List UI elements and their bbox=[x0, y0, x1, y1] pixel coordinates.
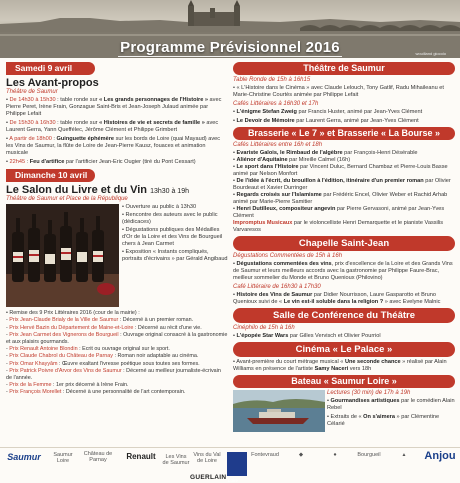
day-header-saturday: Samedi 9 avril bbox=[6, 62, 95, 75]
event-item: • De 14h30 à 15h30 : table ronde sur « Les grands personnages de l'Histoire » avec Pierre Peret, Irène Frain, Gonzague Saint-Bris et Jean-Joseph Julaud animée par Philippe Lefait bbox=[6, 97, 228, 118]
saumur-loire-logo: Saumur Loire bbox=[53, 452, 73, 464]
prix-item: - Prix Hervé Bazin du Département de Maine-et-Loire : Décerné au récit d'une vie. bbox=[6, 324, 202, 331]
prix-item: - Prix François Morellet : Décerné à une personnalité de l'art contemporain. bbox=[6, 389, 186, 396]
event-item: • Le sport dans l'Histoire par Vincent Duluc, Bernard Chambaz et Pierre-Louis Basse animé par Nelson Monfort bbox=[233, 164, 455, 178]
venue-header-bateau: Bateau « Saumur Loire » bbox=[233, 375, 455, 388]
prix-item: - Prix Claude Chabrol du Château de Parnay : Roman noir adaptable au cinéma. bbox=[6, 353, 199, 360]
impromptus-item: Impromptus Musicaux par le violoncelliste Henri Demarquette et le pianiste Vassilis Varvaresos bbox=[233, 220, 444, 233]
event-item: • A partir de 18h00 : Guinguette éphémère sur les bords de Loire (quai Mayaud) avec les Vins de Saumur, la flûte de Loire de Jean-Pierre Kausz, fouaces et animation musicale bbox=[6, 136, 228, 157]
venue-header-brasserie: Brasserie « Le 7 » et Brasserie « La Bourse » bbox=[233, 127, 455, 140]
prix-intro: • Remise des 9 Prix Littéraires 2016 (cour de la mairie) : bbox=[6, 310, 228, 316]
day-header-sunday: Dimanche 10 avril bbox=[6, 169, 95, 182]
session-label: Lectures (30 min) de 17h à 19h bbox=[327, 390, 411, 396]
chateau-de-parnay-logo: Château de Parnay bbox=[83, 451, 113, 463]
event-item: • Henri Dutilleux, compositeur angevin par Pierre Gervasoni, animé par Jean-Yves Clément bbox=[233, 206, 455, 220]
salon-highlight: • Dégustations publiques des Médailles d'Or de la Loire et des Vins de Bourgueil chers à Jean Carmet bbox=[122, 227, 228, 248]
event-item: • Histoire des Vins de Saumur par Didier Nourrisson, Laure Gasparotto et Bruno Quenioux suivi de « Le vin est-il soluble dans la religion ? » avec Evelyne Malnic bbox=[233, 292, 455, 306]
section-title-avant-propos: Les Avant-propos bbox=[6, 77, 99, 89]
wine-bottles-photo bbox=[6, 204, 119, 307]
prix-item: - Prix Patrick Poivre d'Arvor des Vins de Saumur : Décerné au meilleur journaliste-écrivain de l'année. bbox=[6, 368, 221, 381]
venue-header-cinema: Cinéma « Le Palace » bbox=[233, 342, 455, 357]
vins-de-saumur-logo: Les Vins de Saumur bbox=[162, 454, 190, 466]
session-label: Table Ronde de 15h à 16h15 bbox=[233, 77, 311, 83]
session-label: Cinéphilo de 15h à 16h bbox=[233, 325, 295, 331]
session-label: Dégustations Commentées de 15h à 16h bbox=[233, 253, 343, 259]
session-label: Cafés Littéraires entre 16h et 18h bbox=[233, 142, 323, 148]
event-item: • De 15h30 à 16h30 : table ronde sur « Histoires de vie et secrets de famille » avec Laurent Gerra, Yann Queffélec, Jérôme Clément et Philippe Grimbert bbox=[6, 120, 228, 134]
salon-highlight: • Rencontre des auteurs avec le public (dédicaces) bbox=[122, 212, 228, 226]
prix-item: - Prix Jean Carmet des Vignerons de Bourgueil : Ouvrage original consacré à la gastronomie et aux plaisirs gourmands. bbox=[6, 332, 228, 345]
bateau-row bbox=[233, 390, 455, 432]
loire-logo bbox=[227, 452, 247, 476]
event-item: • « L'Histoire dans le Cinéma » avec Claude Lelouch, Tony Gatlif, Radu Mihaileanu et Marie-Christine Courtès animée par Philippe Lefait bbox=[233, 85, 455, 99]
salon-highlights bbox=[122, 204, 228, 264]
session-label: Café Littéraire de 16h30 à 17h30 bbox=[233, 284, 321, 290]
salon-photo-row bbox=[6, 204, 228, 307]
prix-item: - Prix Renault Antoine Blondin : Ecrit ou ouvrage original sur le sport. bbox=[6, 346, 170, 353]
prix-item: - Prix Omar Khayyâm : Œuvre exaltant l'ivresse poétique sous toutes ses formes. bbox=[6, 360, 200, 367]
venue-header-chapelle: Chapelle Saint-Jean bbox=[233, 236, 455, 251]
anjou-logo: Anjou bbox=[424, 450, 456, 462]
salon-highlight: • Ouverture au public à 13h30 bbox=[122, 204, 228, 211]
venue-header-conference: Salle de Conférence du Théâtre bbox=[233, 308, 455, 323]
event-item: • L'énigme Stefan Zweig par Francis Huster, animé par Jean-Yves Clément bbox=[233, 109, 455, 116]
event-item: • Evariste Galois, le Rimbaud de l'algèbre par François-Henri Désérable bbox=[233, 150, 455, 157]
sponsor-logo: ● bbox=[333, 452, 337, 458]
boat-photo bbox=[233, 390, 325, 432]
event-item: • Extraits de « On s'aimera » par Clémentine Célarié bbox=[327, 414, 455, 428]
event-item: • Gourmandises artistiques par le comédien Alain Rebel bbox=[327, 398, 455, 412]
prix-item: - Prix de la Femme : 1er prix décerné à Irène Frain. bbox=[6, 382, 129, 389]
page-title: Programme Prévisionnel 2016 bbox=[120, 39, 340, 56]
event-item: • 22h45 : Feu d'artifice par l'artificier Jean-Eric Ougier (tiré du Pont Cessart) bbox=[6, 159, 228, 166]
prix-item: - Prix Jean-Claude Brialy de la Ville de Saumur : Décerné à un premier roman. bbox=[6, 317, 194, 324]
bourgueil-logo: Bourgueil bbox=[357, 452, 381, 458]
salon-highlight: • Exposition « Instants compliqués, portraits d'écrivains » par Gérald Angibaud bbox=[122, 249, 228, 263]
right-column bbox=[233, 62, 455, 432]
fontevraud-logo: Fontevraud bbox=[251, 452, 279, 458]
sponsor-footer bbox=[0, 447, 460, 483]
venue-header-theatre: Théâtre de Saumur bbox=[233, 62, 455, 75]
event-item: • De l'idée à l'écrit, du brouillon à l'édition, itinéraire d'un premier roman par Olivier Bourdeaut et Xavier Durringer bbox=[233, 178, 455, 192]
loire-logo-label: Loire bbox=[228, 478, 239, 483]
bateau-details bbox=[327, 390, 455, 430]
saumur-logo: Saumur bbox=[7, 452, 41, 462]
event-item: • L'épopée Star Wars par Gilles Vervisch et Olivier Pourriol bbox=[233, 333, 455, 340]
title-underline bbox=[118, 56, 342, 57]
val-de-loire-logo: Vins du Val de Loire bbox=[193, 452, 221, 464]
photo-credit: wouilland giocolo bbox=[415, 51, 446, 56]
event-item: • Avant-première du court métrage musical « Une seconde chance » réalisé par Alain Williams en présence de l'artiste Samy Naceri vers 18h bbox=[233, 359, 455, 373]
section-title-salon: Le Salon du Livre et du Vin 13h30 à 19h bbox=[6, 184, 189, 196]
renault-logo: Renault bbox=[126, 452, 156, 461]
sponsor-logo: ◆ bbox=[298, 452, 304, 458]
event-item: • Aliénor d'Aquitaine par Mireille Calmel (16h) bbox=[233, 157, 455, 164]
venue-label: Théâtre de Saumur et Place de la République bbox=[6, 196, 128, 202]
sponsor-logo: ▲ bbox=[401, 452, 407, 458]
event-item: • Regards croisés sur l'Islamisme par Frédéric Encel, Olivier Weber et Rachid Arhab animé par Marie-Pierre Samitier bbox=[233, 192, 455, 206]
venue-label: Théâtre de Saumur bbox=[6, 89, 58, 95]
session-label: Cafés Littéraires à 16h30 et 17h bbox=[233, 101, 319, 107]
left-column bbox=[6, 62, 228, 397]
header-banner bbox=[0, 0, 460, 58]
event-item: • Dégustations commentées des vins, prix d'excellence de la Loire et des Grands Vins de Saumur et leurs meilleurs accords avec la gastronomie par Philippe Faure-Brac, meilleur sommelier du Monde et Bruno Quenioux (Philovino) bbox=[233, 261, 455, 282]
event-item: • Le Devoir de Mémoire par Laurent Gerra, animé par Jean-Yves Clément bbox=[233, 118, 455, 125]
guerlain-logo: GUERLAIN bbox=[190, 474, 227, 481]
